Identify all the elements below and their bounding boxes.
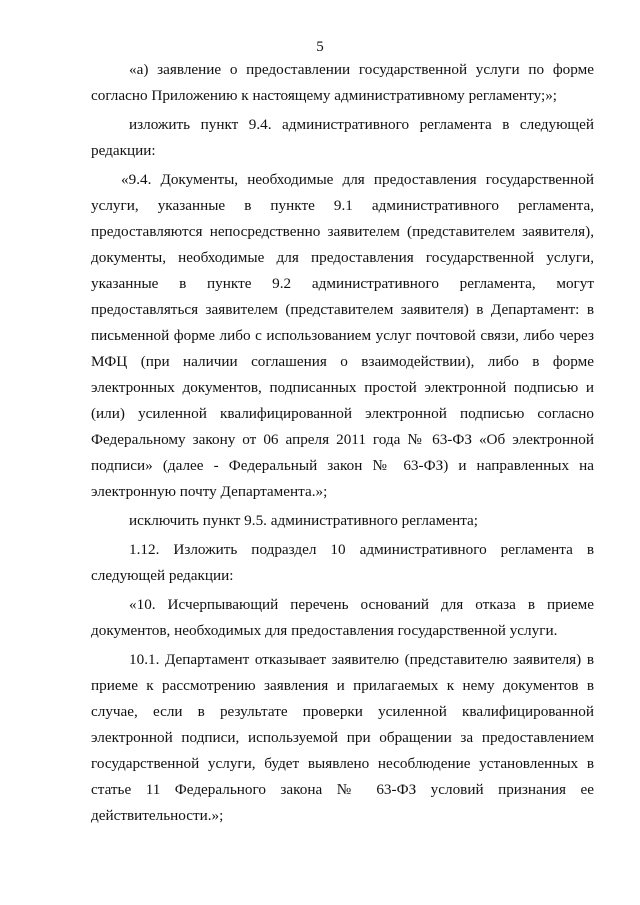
text-line: следующей редакции:	[91, 567, 234, 584]
text-line: 1.12. Изложить подраздел 10 административного регламента в	[129, 541, 594, 558]
text-line: электронную почту Департамента.»;	[91, 483, 328, 500]
document-body	[91, 57, 594, 829]
text-line: электронной подписи, используемой при обращении за предоставлением	[91, 729, 594, 746]
text-line: «а) заявление о предоставлении государственной услуги по форме	[129, 61, 594, 78]
text-line: «9.4. Документы, необходимые для предоставления государственной	[121, 171, 594, 188]
text-line: документы, необходимые для предоставления государственной услуги,	[91, 249, 594, 266]
text-line: согласно Приложению к настоящему административному регламенту;»;	[91, 87, 558, 104]
paragraph-clause-10-1	[91, 647, 594, 829]
text-line: статье 11 Федерального закона № 63-ФЗ условий признания ее	[91, 781, 594, 798]
text-line: документов, необходимых для предоставления государственной услуги.	[91, 622, 558, 639]
paragraph-clause-9-4	[91, 167, 594, 505]
paragraph-item-a	[91, 57, 594, 109]
text-line: указанные в пункте 9.2 административного регламента, могут	[91, 275, 594, 292]
text-line: изложить пункт 9.4. административного регламента в следующей	[129, 116, 594, 133]
text-line: 10.1. Департамент отказывает заявителю (представителю заявителя) в	[129, 651, 594, 668]
text-line: «10. Исчерпывающий перечень оснований для отказа в приеме	[129, 596, 594, 613]
text-line: редакции:	[91, 142, 156, 159]
text-line: (или) усиленной квалифицированной электронной подписью согласно	[91, 405, 594, 422]
text-line: подписи» (далее - Федеральный закон № 63-ФЗ) и направленных на	[91, 457, 594, 474]
paragraph-clause-10	[91, 592, 594, 644]
text-line: предоставляться заявителем (представителем заявителя) в Департамент: в	[91, 301, 594, 318]
text-line: исключить пункт 9.5. административного регламента;	[129, 512, 478, 529]
text-line: Федеральному закону от 06 апреля 2011 года № 63-ФЗ «Об электронной	[91, 431, 594, 448]
text-line: действительности.»;	[91, 807, 224, 824]
paragraph-amend-9-4	[91, 112, 594, 164]
text-line: приеме к рассмотрению заявления и прилагаемых к нему документов в	[91, 677, 594, 694]
text-line: письменной форме либо с использованием услуг почтовой связи, либо через	[91, 327, 594, 344]
paragraph-exclude-9-5	[91, 508, 594, 534]
text-line: государственной услуги, будет выявлено несоблюдение установленных в	[91, 755, 594, 772]
text-line: электронных документов, подписанных простой электронной подписью и	[91, 379, 594, 396]
text-line: МФЦ (при наличии соглашения о взаимодействии), либо в форме	[91, 353, 594, 370]
paragraph-1-12	[91, 537, 594, 589]
page-number: 5	[316, 39, 324, 55]
text-line: случае, если в результате проверки усиленной квалифицированной	[91, 703, 594, 720]
text-line: предоставляются непосредственно заявителем (представителем заявителя),	[91, 223, 594, 240]
text-line: услуги, указанные в пункте 9.1 административного регламента,	[91, 197, 594, 214]
